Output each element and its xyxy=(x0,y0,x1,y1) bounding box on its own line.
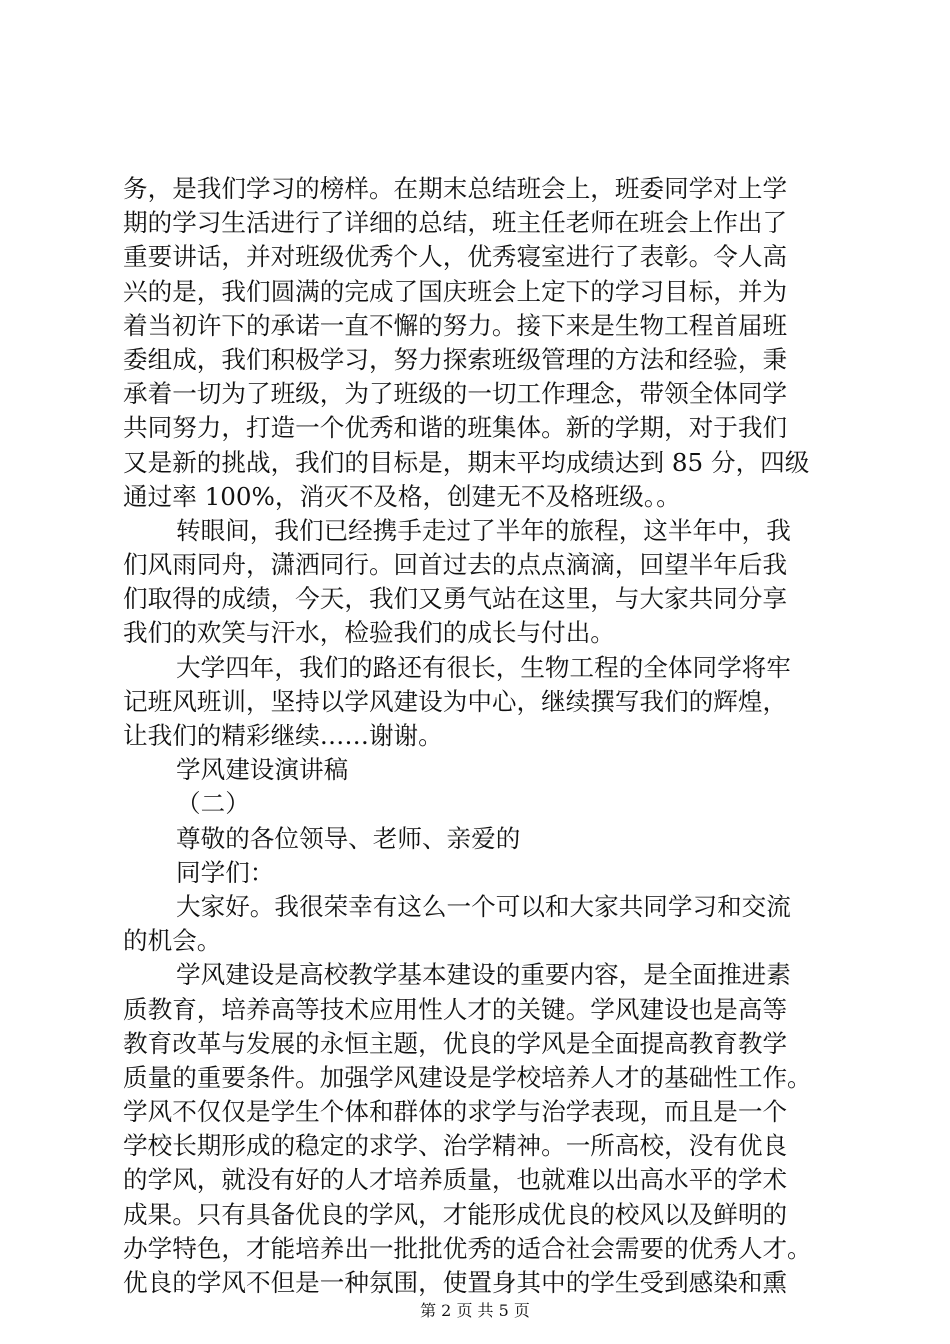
text-line: 的学风，就没有好的人才培养质量，也就难以出高水平的学术 xyxy=(123,1165,788,1195)
text-line: 又是新的挑战，我们的目标是，期末平均成绩达到 85 分，四级 xyxy=(123,447,810,477)
text-line: 优良的学风不但是一种氛围，使置身其中的学生受到感染和熏 xyxy=(123,1268,788,1297)
text-line: 学风不仅仅是学生个体和群体的求学与治学表现，而且是一个 xyxy=(123,1097,788,1127)
text-line: 们风雨同舟，潇洒同行。回首过去的点点滴滴，回望半年后我 xyxy=(123,550,788,580)
text-line: 教育改革与发展的永恒主题，优良的学风是全面提高教育教学 xyxy=(123,1028,788,1058)
text-line: 记班风班训，坚持以学风建设为中心，继续撰写我们的辉煌， xyxy=(123,686,788,716)
text-line: 的机会。 xyxy=(123,926,222,956)
text-line: 们取得的成绩，今天，我们又勇气站在这里，与大家共同分享 xyxy=(123,584,788,614)
text-line: 大学四年，我们的路还有很长，生物工程的全体同学将牢 xyxy=(176,652,791,682)
text-line: 学风建设演讲稿 xyxy=(176,755,349,785)
text-line: 转眼间，我们已经携手走过了半年的旅程，这半年中，我 xyxy=(176,515,791,545)
text-line: 共同努力，打造一个优秀和谐的班集体。新的学期，对于我们 xyxy=(123,413,788,443)
text-line: 质量的重要条件。加强学风建设是学校培养人才的基础性工作。 xyxy=(123,1062,812,1092)
text-line: 大家好。我很荣幸有这么一个可以和大家共同学习和交流 xyxy=(176,891,791,921)
text-line: 尊敬的各位领导、老师、亲爱的 xyxy=(176,823,521,853)
text-line: 着当初许下的承诺一直不懈的努力。接下来是生物工程首届班 xyxy=(123,310,788,340)
text-line: 同学们： xyxy=(176,857,275,887)
text-line: 兴的是，我们圆满的完成了国庆班会上定下的学习目标，并为 xyxy=(123,276,788,306)
text-line: 承着一切为了班级，为了班级的一切工作理念，带领全体同学 xyxy=(123,379,788,409)
document-body xyxy=(123,172,833,1300)
text-line: 让我们的精彩继续……谢谢。 xyxy=(123,721,443,750)
text-line: 重要讲话，并对班级优秀个人，优秀寝室进行了表彰。令人高 xyxy=(123,242,788,272)
text-line: 我们的欢笑与汗水，检验我们的成长与付出。 xyxy=(123,618,615,648)
text-line: 通过率 100%，消灭不及格，创建无不及格班级。。 xyxy=(123,481,681,511)
text-line: （二） xyxy=(176,789,250,819)
text-line: 成果。只有具备优良的学风，才能形成优良的校风以及鲜明的 xyxy=(123,1199,788,1229)
text-line: 期的学习生活进行了详细的总结，班主任老师在班会上作出了 xyxy=(123,208,788,238)
text-line: 学校长期形成的稳定的求学、治学精神。一所高校，没有优良 xyxy=(123,1131,788,1161)
text-line: 委组成，我们积极学习，努力探索班级管理的方法和经验，秉 xyxy=(123,344,788,374)
text-line: 学风建设是高校教学基本建设的重要内容，是全面推进素 xyxy=(176,960,791,990)
text-line: 质教育，培养高等技术应用性人才的关键。学风建设也是高等 xyxy=(123,994,788,1024)
page-footer: 第 2 页 共 5 页 xyxy=(420,1301,530,1320)
text-line: 办学特色，才能培养出一批批优秀的适合社会需要的优秀人才。 xyxy=(123,1233,812,1263)
text-line: 务，是我们学习的榜样。在期末总结班会上，班委同学对上学 xyxy=(123,174,788,203)
